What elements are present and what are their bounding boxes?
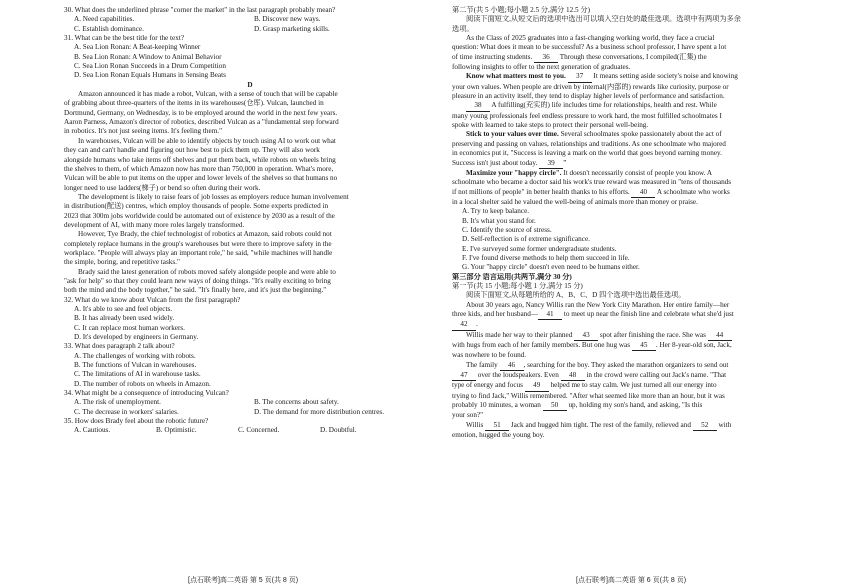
section-d-heading: D	[247, 80, 253, 89]
part-3-title: 第三部分 语言运用(共两节,满分 30 分)	[452, 272, 572, 281]
text-line: completely replace humans in the group's warehouses but were there to improve safety in the	[64, 239, 332, 248]
text-line	[452, 421, 802, 431]
page-footer-right: [点石联考]高二英语 第 6 页(共 8 页)	[576, 577, 687, 584]
part-3-section-1-title: 第一节(共 15 小题;每小题 1 分,满分 15 分)	[452, 281, 583, 290]
text-line: following insights to offer to the next generation of graduates.	[452, 63, 631, 72]
section-2-title: 第二节(共 5 小题;每小题 2.5 分,满分 12.5 分)	[452, 6, 590, 14]
text-line: However, Tye Brady, the chief technologist of robotics at Amazon, said robots could not	[78, 230, 332, 239]
text-span: with hugs from each of her family members. But one hug was	[452, 341, 631, 350]
question-30-options-row2	[64, 25, 436, 34]
question-30-options	[64, 15, 436, 24]
text-line	[452, 130, 802, 139]
text-line: of grabbing about three-quarters of the items in its warehouses(仓库). Vulcan, launched in	[64, 99, 324, 108]
text-span: Willis made her way to their planned	[466, 330, 573, 339]
text-line: preserving and passing on values, relationships and traditions. As one schoolmate who majored	[452, 139, 726, 148]
text-span: Through these conversations, I compiled(汇集) the	[559, 52, 707, 61]
option: B. Sea Lion Ronan: A Window to Animal Behavior	[74, 52, 222, 61]
passage-d-para-5	[64, 268, 436, 296]
option: D. The demand for more distribution centres.	[254, 407, 385, 416]
blank-45: 45	[632, 341, 656, 351]
left-page	[64, 6, 436, 436]
option: A. The risk of unemployment.	[74, 398, 161, 407]
text-line: they can and can't handle and figuring out how best to pick them up. They will also work	[64, 146, 320, 155]
text-line: schoolmate who became a doctor said his work's true reward was measured in "tens of thousands	[452, 178, 732, 187]
option: G. Your "happy circle" doesn't even need to be humans either.	[462, 263, 640, 272]
text-line: many young professionals feel endless pressure to work hard, the most fulfilled schoolmates I	[452, 111, 722, 120]
text-line: emotion, hugged the young boy.	[452, 431, 545, 440]
part-3-instructions: 阅读下面短文,从每题所给的 A、B、C、D 四个选项中选出最佳选项。	[466, 291, 686, 300]
text-span: with	[718, 420, 732, 429]
text-line: Dortmund, Germany, on Wednesday, is to be employed around the world in the next few years.	[64, 108, 338, 117]
text-span: to meet up near the finish line and celebrate what she'd just	[563, 310, 734, 318]
blank-46: 46	[500, 361, 524, 371]
option: D. The number of robots on wheels in Amazon.	[74, 379, 211, 388]
option: B. The functions of Vulcan in warehouses.	[74, 361, 197, 370]
text-span: spot after finishing the race. She was	[599, 330, 706, 339]
text-span: of time instructing students.	[452, 52, 533, 61]
text-line	[452, 331, 802, 341]
text-line: Vulcan will be able to put items on the upper and lower levels of the shelves so that humans no	[64, 174, 338, 183]
question-34-stem: 34. What might be a consequence of introducing Vulcan?	[64, 389, 229, 398]
text-line: "ask for help" so that they could learn new ways of doing things. "It's really exciting to bring	[64, 276, 331, 285]
blank-52: 52	[693, 421, 717, 431]
option: D. Grasp marketing skills.	[254, 24, 330, 33]
question-35-options	[64, 426, 436, 435]
option: C. Concerned.	[238, 426, 280, 435]
question-34-options	[64, 398, 436, 407]
text-line	[452, 72, 802, 82]
text-span: A schoolmate who works	[656, 187, 730, 196]
option: C. Identify the source of stress.	[462, 225, 552, 234]
text-line: In warehouses, Vulcan will be able to identify objects by touch using AI to work out what	[78, 136, 336, 145]
option: D. Doubtful.	[320, 426, 357, 435]
page-footer-left: [点石联考]高二英语 第 5 页(共 8 页)	[188, 577, 299, 584]
text-span: three kids, and her husband—	[452, 310, 539, 318]
text-line: About 30 years ago, Nancy Willis ran the New York City Marathon. Her entire family—her	[466, 300, 730, 309]
question-35-stem: 35. How does Brady feel about the robotic future?	[64, 417, 209, 426]
text-line: longer need to use ladders(梯子) or bend so often during their work.	[64, 183, 261, 192]
text-line	[452, 169, 802, 178]
blank-51: 51	[485, 421, 509, 431]
option: C. Sea Lion Ronan Succeeds in a Drum Competition	[74, 62, 226, 71]
blank-47: 47	[452, 371, 476, 381]
option: F. I've found diverse methods to help them succeed in life.	[462, 253, 630, 262]
passage-d-para-1	[64, 90, 436, 137]
heading-stick-to-values: Stick to your values over time.	[466, 130, 559, 139]
text-line: Amazon announced it has made a robot, Vulcan, with a sense of touch that will be capable	[78, 90, 338, 99]
passage-d-para-2	[64, 137, 436, 193]
blank-41: 41	[538, 310, 562, 320]
blank-43: 43	[574, 331, 598, 341]
blank-36: 36	[534, 53, 558, 63]
option: B. It has already been used widely.	[74, 314, 175, 323]
text-line: the shelves to them, of which Amazon now has more than 750,000 in operation. What's more,	[64, 164, 334, 173]
option: A. Sea Lion Ronan: A Beat-keeping Winner	[74, 43, 201, 52]
text-span: Several schoolmates spoke passionately about the act of	[560, 130, 722, 139]
text-line	[452, 188, 802, 198]
text-span: over the loudspeakers. Even	[477, 371, 559, 380]
blank-37: 37	[568, 72, 592, 82]
heading-happy-circle: Maximize your "happy circle".	[466, 168, 562, 177]
question-32-stem: 32. What do we know about Vulcan from the first paragraph?	[64, 295, 241, 304]
text-line: in distribution(配送) centres, which employ thousands of people. Some experts predicted in	[64, 202, 329, 211]
text-line	[452, 401, 802, 411]
text-span: It means setting aside society's noise and knowing	[593, 72, 738, 81]
text-span: if not millions of people" in better health thanks to his efforts.	[452, 187, 630, 196]
text-line: As the Class of 2025 graduates into a fast-changing working world, they face a crucial	[466, 34, 715, 43]
text-line: spoke with learned to take steps to protect their personal well-being.	[452, 121, 649, 130]
text-span: in the crowd were calling out Jack's name. "That	[586, 371, 727, 380]
text-line: both the mind and the body together," he said. "It's finally here, and it's just the beginning."	[64, 286, 327, 295]
option: D. It's developed by engineers in Germany.	[74, 333, 199, 342]
blank-50: 50	[543, 401, 567, 411]
text-span: Success isn't just about today.	[452, 158, 538, 167]
blank-49: 49	[525, 381, 549, 391]
text-line	[452, 341, 802, 351]
text-line: alongside humans who take items off shelves and put them back, while robots on wheels bring	[64, 155, 336, 164]
option: A. Need capabilities.	[74, 15, 135, 24]
text-line: 42 .	[452, 320, 802, 330]
option: B. Discover new ways.	[254, 15, 321, 24]
text-line	[452, 101, 802, 111]
text-line: development of AI, with many more roles largely transformed.	[64, 220, 245, 229]
section-2-instructions: 阅读下面短文,从短文后的选项中选出可以填入空白处的最佳选项。选项中有两项为多余	[466, 15, 741, 24]
option: D. Sea Lion Ronan Equals Humans in Sensing Beats	[74, 71, 226, 80]
text-line: trying to find Jack," Willis remembered. "After what seemed like more than an hour, but it was	[452, 391, 725, 400]
question-30-stem: 30. What does the underlined phrase "corner the market" in the last paragraph probably mean?	[64, 6, 336, 14]
text-line: workplace. "People will always play an important role," he said, "while machines will handle	[64, 248, 333, 257]
option: A. The challenges of working with robots.	[74, 351, 196, 360]
text-span: Jack and hugged him tight. The rest of the family, relieved and	[510, 420, 691, 429]
option: A. Try to keep balance.	[462, 207, 530, 216]
text-line: in robotics. It's not just seeing items. It's feeling them."	[64, 127, 223, 136]
text-line	[452, 53, 802, 63]
blank-48: 48	[561, 371, 585, 381]
question-33-stem: 33. What does paragraph 2 talk about?	[64, 342, 175, 351]
right-page	[452, 6, 802, 440]
text-line: Brady said the latest generation of robots moved safely alongside people and were able to	[78, 267, 336, 276]
question-34-options-row2	[64, 408, 436, 417]
blank-39: 39	[539, 159, 563, 169]
option: E. I've surveyed some former undergraduate students.	[462, 244, 617, 253]
text-span: type of energy and focus	[452, 381, 523, 390]
text-line: 2023 that 300m jobs worldwide could be automated out of existence by 2030 as a result of the	[64, 211, 335, 220]
section-2-instructions-cont: 选项。	[452, 24, 474, 33]
option: B. Optimistic.	[156, 426, 197, 435]
text-span: The family	[466, 360, 498, 369]
text-line: pleasure in an activity itself, they tend to display higher levels of performance and satisfaction.	[452, 92, 725, 101]
blank-38: 38	[466, 101, 490, 111]
text-span: It doesn't necessarily consist of people you know. A	[563, 168, 713, 177]
text-line: your son?"	[452, 411, 484, 420]
text-span: , searching for the boy. They asked the marathon organizers to send out	[523, 360, 729, 369]
text-line	[452, 371, 802, 381]
option: C. The limitations of AI in warehouse tasks.	[74, 370, 201, 379]
option: C. Establish dominance.	[74, 24, 144, 33]
text-line: in economics put it, "Success is leaving a mark on the world that goes beyond earning money.	[452, 149, 722, 158]
blank-40: 40	[631, 188, 655, 198]
text-span: probably 10 minutes, a woman	[452, 401, 541, 410]
passage-d-para-4	[64, 230, 436, 267]
text-span: A fulfilling(充实的) life includes time for relationships, health and rest. While	[491, 101, 717, 110]
text-line: the simple, boring, and repetitive tasks."	[64, 258, 180, 267]
text-line: Success isn't just about today. 39 ”	[452, 159, 802, 169]
option: C. The decrease in workers' salaries.	[74, 407, 179, 416]
option: A. Cautious.	[74, 426, 111, 435]
text-line	[452, 381, 802, 391]
option: B. The concerns about safety.	[254, 398, 339, 407]
blank-42: 42	[452, 320, 476, 330]
text-line: your own values. When people are driven by internal(内部的) rewards like curiosity, purpose or	[452, 82, 729, 91]
text-span: helped me to stay calm. We just turned all our energy into	[550, 381, 717, 390]
text-span: Willis	[466, 420, 484, 429]
text-span: up, holding my son's hand, and asking, "Is this	[568, 401, 703, 410]
question-31-stem: 31. What can be the best title for the text?	[64, 34, 185, 43]
passage-d-para-3	[64, 193, 436, 230]
text-line	[452, 310, 802, 320]
heading-know-what-matters: Know what matters most to you.	[466, 72, 566, 81]
text-line: Aaron Parness, Amazon's director of robotics, described Vulcan as a "fundamental step forward	[64, 118, 339, 127]
blank-44: 44	[708, 331, 732, 341]
option: A. It's able to see and feel objects.	[74, 305, 173, 313]
option: D. Self-reflection is of extreme significance.	[462, 235, 590, 244]
text-line	[452, 361, 802, 371]
option: B. It's what you stand for.	[462, 216, 536, 225]
text-line: in a local shelter said he valued the well-being of animals more than money or praise.	[452, 197, 698, 206]
option: C. It can replace most human workers.	[74, 323, 185, 332]
text-line: was nowhere to be found.	[452, 351, 527, 360]
text-line: The development is likely to raise fears of job losses as employers reduce human involvement	[78, 192, 349, 201]
text-line: question: What does it mean to be successful? As a business school professor, I have spent a lot	[452, 43, 727, 52]
text-span: . Her 8-year-old son, Jack,	[655, 341, 732, 350]
